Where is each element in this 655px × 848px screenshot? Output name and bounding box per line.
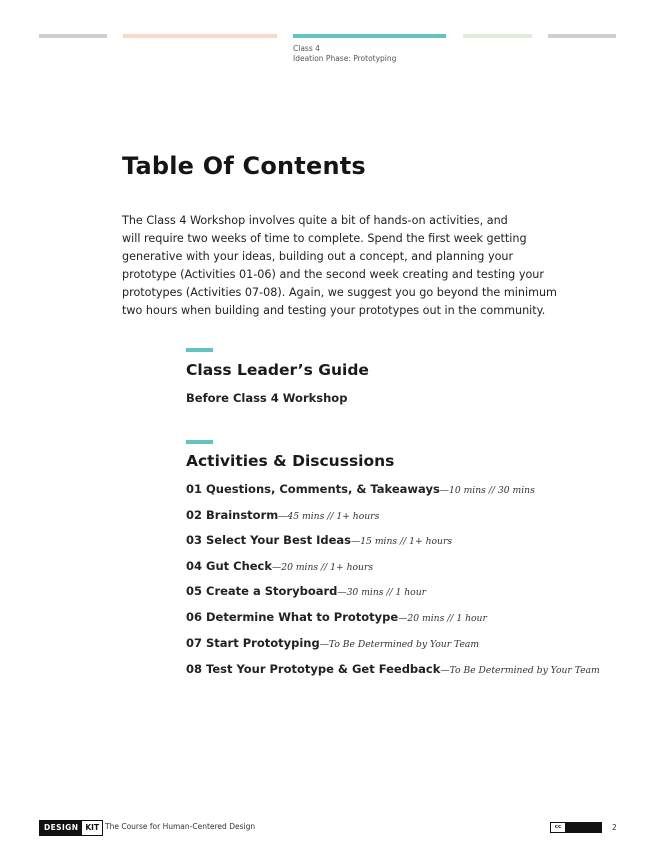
guide-item[interactable]: Before Class 4 Workshop [186, 391, 348, 405]
progress-segment-2 [123, 34, 277, 38]
activity-name: 06 Determine What to Prototype [186, 610, 399, 624]
page-title: Table Of Contents [122, 152, 366, 180]
license-badge-fill [565, 823, 601, 832]
designkit-logo [39, 820, 103, 836]
guide-section-title: Class Leader’s Guide [186, 361, 369, 379]
activity-name: 08 Test Your Prototype & Get Feedback [186, 662, 441, 676]
intro-line: generative with your ideas, building out a concept, and planning your [122, 250, 514, 264]
intro-line: prototypes (Activities 07-08). Again, we suggest you go beyond the minimum [122, 286, 557, 300]
progress-segment-1 [39, 34, 107, 38]
activity-name: 01 Questions, Comments, & Takeaways [186, 482, 440, 496]
license-mark: cc [551, 823, 565, 832]
activity-item-04[interactable] [186, 559, 373, 573]
course-title: The Course for Human-Centered Design [105, 822, 256, 831]
activity-item-05[interactable] [186, 584, 426, 598]
progress-segment-5 [548, 34, 616, 38]
activity-duration: —45 mins // 1+ hours [278, 511, 380, 522]
activity-name: 03 Select Your Best Ideas [186, 533, 352, 547]
activity-duration: —To Be Determined by Your Team [440, 665, 600, 676]
activity-name: 07 Start Prototyping [186, 636, 320, 650]
logo-kit-text: KIT [82, 821, 102, 835]
logo-design-text: DESIGN [40, 821, 82, 835]
intro-line: will require two weeks of time to complete. Spend the first week getting [122, 232, 527, 246]
intro-paragraph [122, 212, 562, 321]
activity-item-08[interactable] [186, 662, 600, 676]
section-accent-bar [186, 348, 213, 352]
activity-name: 04 Gut Check [186, 559, 273, 573]
activities-section-title: Activities & Discussions [186, 452, 395, 470]
activity-duration: —20 mins // 1+ hours [272, 562, 374, 573]
section-accent-bar [186, 440, 213, 444]
activity-item-03[interactable] [186, 533, 452, 547]
header-labels [293, 44, 396, 64]
activity-item-01[interactable] [186, 482, 535, 496]
activity-duration: —15 mins // 1+ hours [351, 536, 453, 547]
activity-item-06[interactable] [186, 610, 487, 624]
intro-line: The Class 4 Workshop involves quite a bit of hands-on activities, and [122, 214, 508, 227]
activity-name: 05 Create a Storyboard [186, 584, 338, 598]
activity-duration: —20 mins // 1 hour [398, 613, 487, 624]
activity-name: 02 Brainstorm [186, 508, 279, 522]
phase-label: Ideation Phase: Prototyping [293, 54, 397, 63]
progress-segment-current [293, 34, 446, 38]
page-number: 2 [612, 823, 617, 832]
activity-duration: —To Be Determined by Your Team [319, 639, 480, 650]
intro-line: prototype (Activities 01-06) and the second week creating and testing your [122, 268, 544, 282]
activity-duration: —10 mins // 30 mins [439, 485, 535, 496]
activity-item-02[interactable] [186, 508, 379, 522]
activity-duration: —30 mins // 1 hour [337, 587, 427, 598]
progress-segment-4 [463, 34, 532, 38]
intro-line: two hours when building and testing your prototypes out in the community. [122, 304, 546, 318]
class-label: Class 4 [293, 44, 320, 53]
activity-item-07[interactable] [186, 636, 479, 650]
creative-commons-license-icon [550, 822, 602, 833]
